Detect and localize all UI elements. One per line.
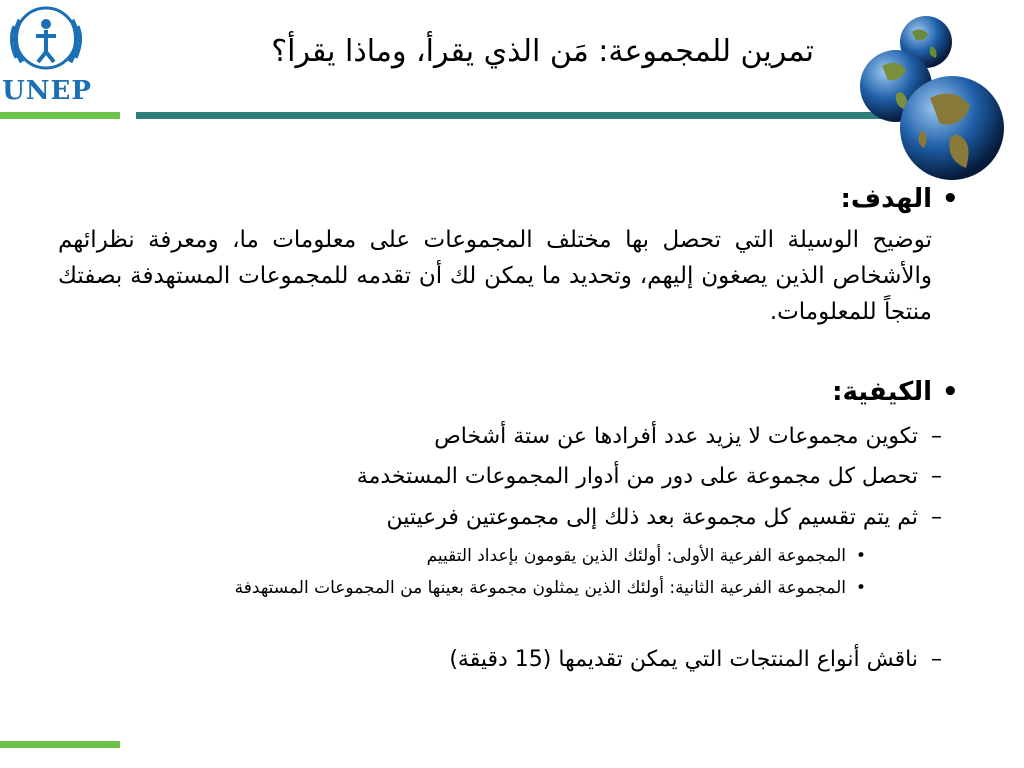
how-item-3 <box>386 505 942 530</box>
subgroup-text: المجموعة الفرعية الثانية: أولئك الذين يمثلون مجموعة بعينها من المجموعات المستهدفة <box>234 578 846 598</box>
goal-heading-row <box>840 184 959 214</box>
header-bar-teal <box>136 112 902 119</box>
how-item-2 <box>356 464 942 489</box>
dash-icon: – <box>931 647 942 672</box>
unep-logo <box>0 0 92 110</box>
dash-icon: – <box>931 505 942 530</box>
globes-icon <box>852 10 1020 186</box>
how-item-text: تحصل كل مجموعة على دور من أدوار المجموعات المستخدمة <box>356 464 918 489</box>
unep-emblem-icon <box>0 0 92 80</box>
small-bullet-icon: • <box>855 578 866 598</box>
how-item-text: ثم يتم تقسيم كل مجموعة بعد ذلك إلى مجموعتين فرعيتين <box>386 505 918 530</box>
how-heading: الكيفية: <box>832 377 932 407</box>
small-bullet-icon: • <box>855 546 866 566</box>
slide-title: تمرين للمجموعة: مَن الذي يقرأ، وماذا يقرأ؟ <box>271 34 814 69</box>
final-item <box>449 647 942 672</box>
subgroup-item-1 <box>426 546 866 566</box>
subgroup-text: المجموعة الفرعية الأولى: أولئك الذين يقومون بإعداد التقييم <box>426 546 846 566</box>
goal-paragraph: توضيح الوسيلة التي تحصل بها مختلف المجموعات على معلومات ما، ومعرفة نظرائهم والأشخاص الذين يصغون إليهم، وتحديد ما يمكن لك أن تقدمه للمجموعات المستهدفة بصفتك منتجاً للمعلومات. <box>58 227 932 325</box>
final-item-text: ناقش أنواع المنتجات التي يمكن تقديمها (15 دقيقة) <box>449 647 918 672</box>
goal-heading: الهدف: <box>840 184 932 214</box>
how-heading-row <box>832 377 959 407</box>
logo-text: UNEP <box>2 76 92 106</box>
header-bar-green <box>0 112 120 119</box>
bullet-icon: • <box>942 184 959 214</box>
bullet-icon: • <box>942 377 959 407</box>
dash-icon: – <box>931 464 942 489</box>
how-item-text: تكوين مجموعات لا يزيد عدد أفرادها عن ستة أشخاص <box>434 424 918 449</box>
subgroup-item-2 <box>234 578 866 598</box>
footer-bar-green <box>0 741 120 748</box>
dash-icon: – <box>931 424 942 449</box>
how-item-1 <box>434 424 942 449</box>
